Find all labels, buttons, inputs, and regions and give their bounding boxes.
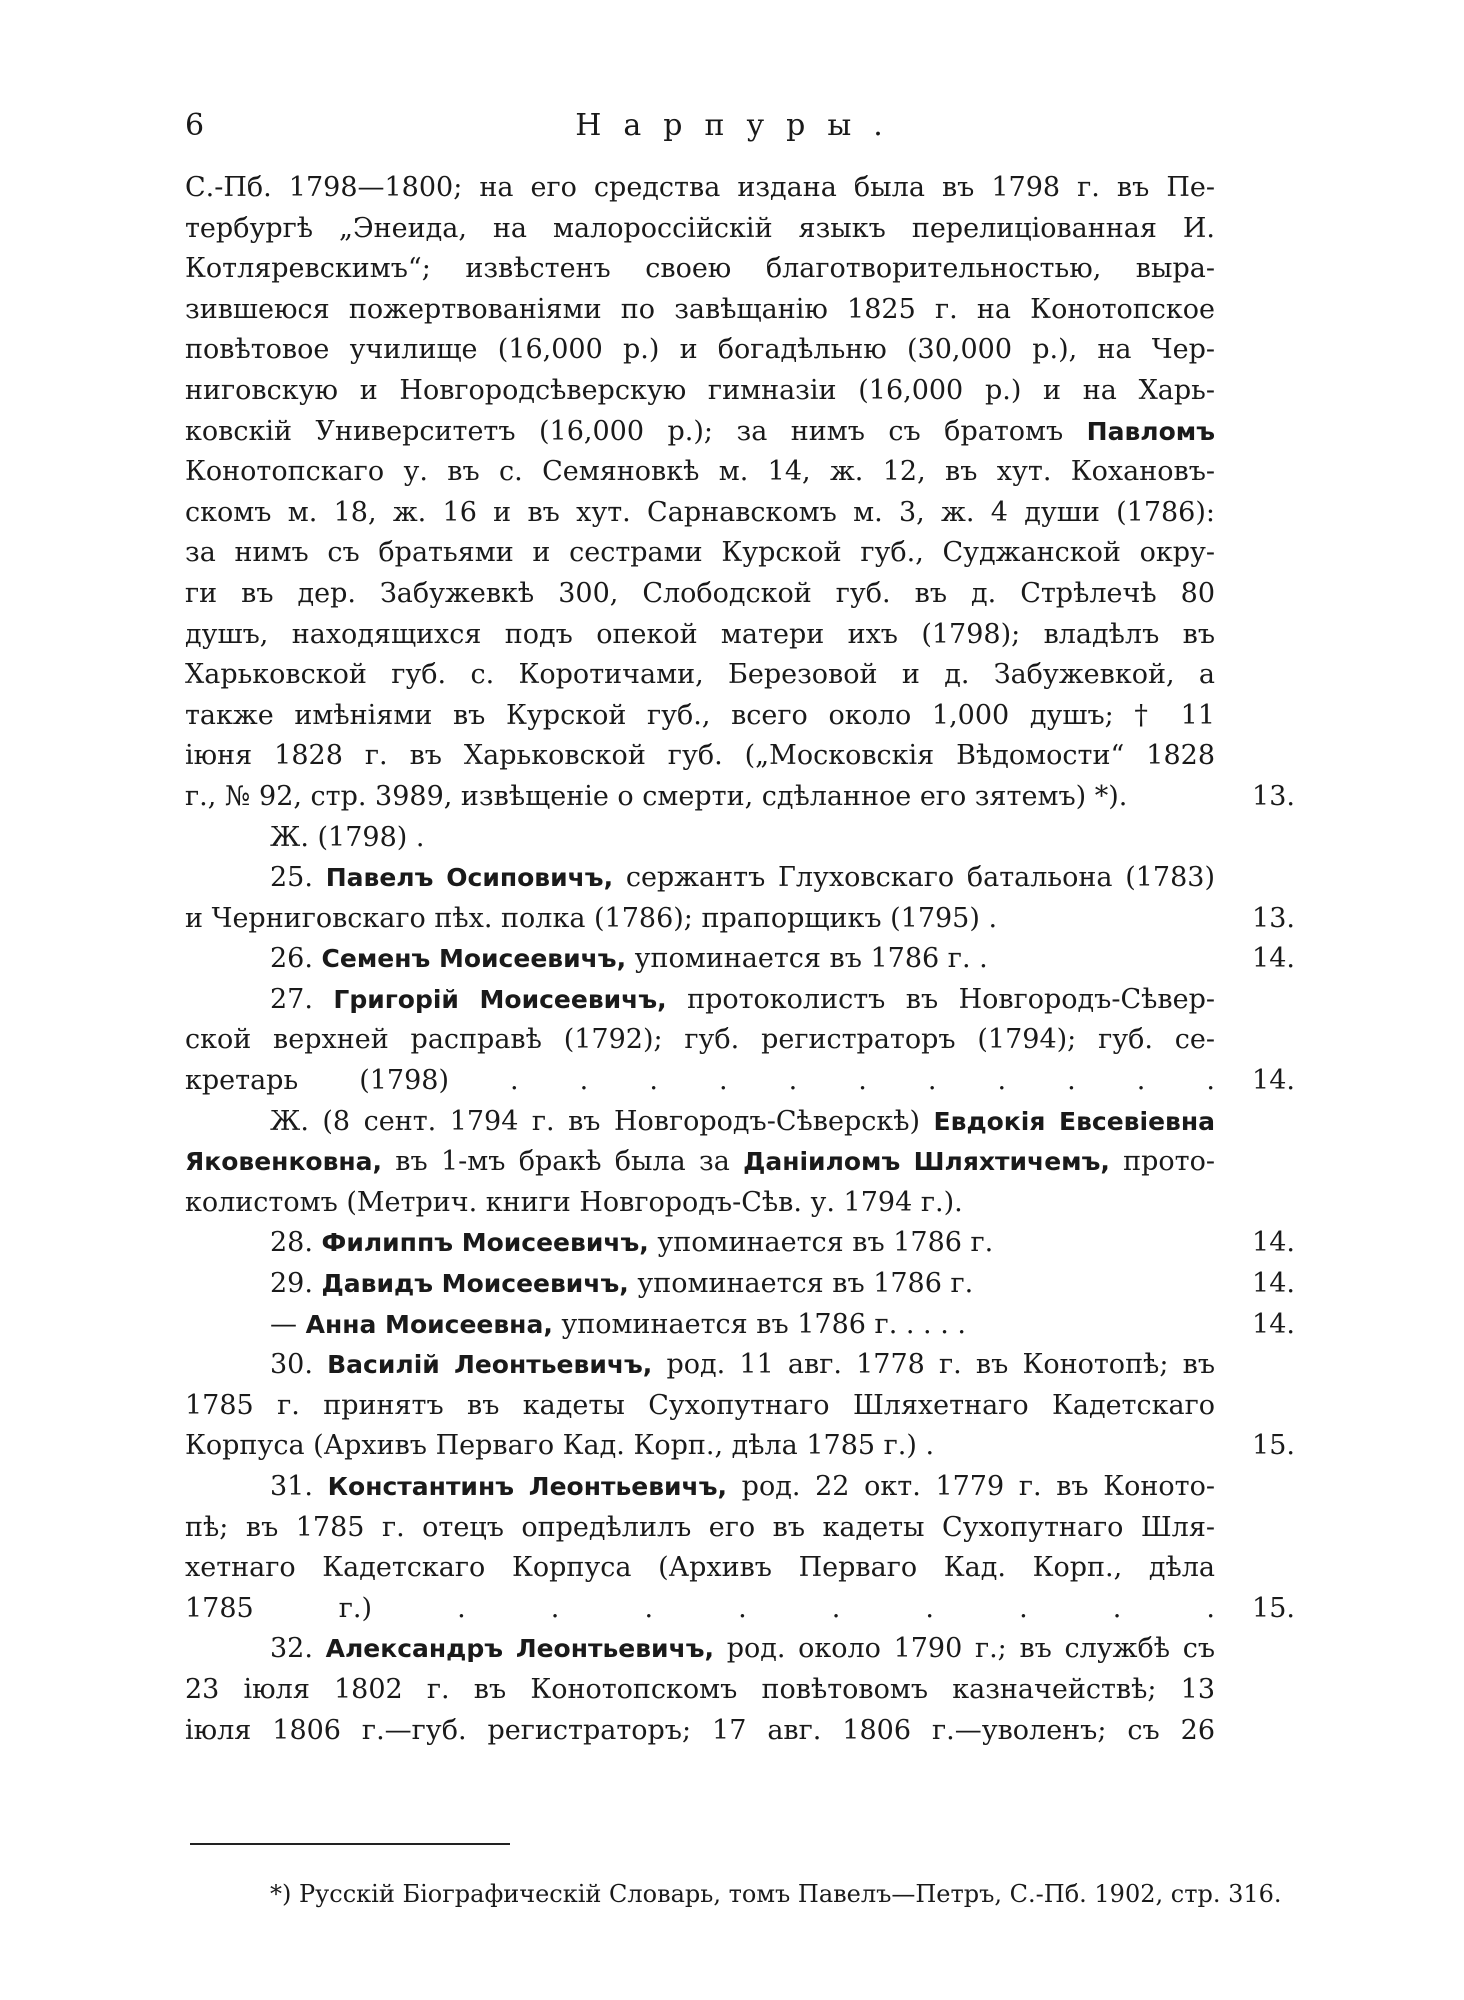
- bold-name: Яковенковна,: [185, 1147, 383, 1177]
- text-line: [185, 1629, 1295, 1670]
- text-line: [185, 330, 1295, 371]
- line-text: повѣтовое училище (16,000 р.) и богадѣльню (30,000 р.), на Чер-: [185, 334, 1215, 366]
- text-line: [185, 1061, 1295, 1102]
- bold-name: Василій Леонтьевичъ,: [327, 1350, 653, 1380]
- text-line: [185, 290, 1295, 331]
- text-line: [185, 899, 1295, 940]
- page-number: 6: [185, 108, 205, 143]
- line-text: Корпуса (Архивъ Перваго Кад. Корп., дѣла 1785 г.) .: [185, 1430, 935, 1462]
- line-text: 28. Филиппъ Моисеевичъ, упоминается въ 1786 г.: [270, 1227, 994, 1259]
- text-line: [185, 655, 1295, 696]
- text-line: [185, 168, 1295, 209]
- bold-name: Павломъ: [1086, 416, 1215, 446]
- text-line: [185, 1548, 1295, 1589]
- line-text: Ж. (8 сент. 1794 г. въ Новгородъ-Сѣверскѣ) Евдокія Евсевіевна: [270, 1105, 1215, 1137]
- text-line: [185, 696, 1295, 737]
- line-text: 25. Павелъ Осиповичъ, сержантъ Глуховскаго батальона (1783): [270, 862, 1215, 894]
- line-text: 1785 г. принятъ въ кадеты Сухопутнаго Шляхетнаго Кадетскаго: [185, 1389, 1215, 1421]
- text-line: [185, 1264, 1295, 1305]
- line-text: г., № 92, стр. 3989, извѣщеніе о смерти, сдѣланное его зятемъ) *).: [185, 780, 1128, 812]
- line-text: ги въ дер. Забужевкѣ 300, Слободской губ. въ д. Стрѣлечѣ 80: [185, 577, 1215, 609]
- bold-name: Семенъ Моисеевичъ,: [321, 944, 627, 974]
- text-line: [185, 1345, 1295, 1386]
- text-line: [185, 858, 1295, 899]
- text-line: [185, 1305, 1295, 1346]
- line-text: кретарь (1798) . . . . . . . . . . .: [185, 1065, 1215, 1097]
- line-text: зившеюся пожертвованіями по завѣщанію 1825 г. на Конотопское: [185, 293, 1215, 325]
- text-line: [185, 939, 1295, 980]
- text-line: [185, 249, 1295, 290]
- line-text: Конотопскаго у. въ с. Семяновкѣ м. 14, ж. 12, въ хут. Кохановъ-: [185, 456, 1215, 488]
- text-line: [185, 980, 1295, 1021]
- text-line: [185, 412, 1295, 453]
- line-text: 32. Александръ Леонтьевичъ, род. около 1790 г.; въ службѣ съ: [270, 1633, 1215, 1665]
- line-text: ковскій Университетъ (16,000 р.); за нимъ съ братомъ Павломъ: [185, 415, 1215, 447]
- page-reference: 13.: [1252, 902, 1295, 934]
- line-text: — Анна Моисеевна, упоминается въ 1786 г. . . . .: [270, 1308, 966, 1340]
- text-line: [185, 493, 1295, 534]
- page-reference: 14.: [1252, 1227, 1295, 1259]
- text-line: [185, 1426, 1295, 1467]
- text-line: [185, 1508, 1295, 1549]
- footnote: *) Русскій Біографическій Словарь, томъ Павелъ—Петръ, С.-Пб. 1902, стр. 316.: [270, 1880, 1282, 1908]
- bold-name: Филиппъ Моисеевичъ,: [321, 1228, 649, 1258]
- page-reference: 14.: [1252, 1268, 1295, 1300]
- page-reference: 15.: [1252, 1430, 1295, 1462]
- line-text: Ж. (1798) .: [270, 821, 425, 853]
- bold-name: Анна Моисеевна,: [305, 1309, 553, 1339]
- line-text: также имѣніями въ Курской губ., всего около 1,000 душъ; † 11: [185, 699, 1215, 731]
- text-line: [185, 371, 1295, 412]
- page-reference: 13.: [1252, 780, 1295, 812]
- text-line: [185, 452, 1295, 493]
- page-reference: 15.: [1252, 1592, 1295, 1624]
- line-text: колистомъ (Метрич. книги Новгородъ-Сѣв. у. 1794 г.).: [185, 1186, 963, 1218]
- line-text: Котляревскимъ“; извѣстенъ своею благотворительностью, выра-: [185, 253, 1215, 285]
- page-reference: 14.: [1252, 943, 1295, 975]
- text-line: [185, 209, 1295, 250]
- bold-name: Давидъ Моисеевичъ,: [321, 1269, 629, 1299]
- line-text: Харьковской губ. с. Коротичами, Березовой и д. Забужевкой, а: [185, 659, 1215, 691]
- line-text: 29. Давидъ Моисеевичъ, упоминается въ 1786 г.: [270, 1268, 974, 1300]
- document-body: [185, 168, 1295, 1751]
- text-line: [185, 533, 1295, 574]
- bold-name: Даніиломъ Шляхтичемъ,: [743, 1147, 1110, 1177]
- line-text: Яковенковна, въ 1-мъ бракѣ была за Даніиломъ Шляхтичемъ, прото-: [185, 1146, 1216, 1178]
- text-line: [185, 574, 1295, 615]
- line-text: ской верхней расправѣ (1792); губ. регистраторъ (1794); губ. се-: [185, 1024, 1215, 1056]
- running-title: Нарпуры.: [575, 108, 905, 143]
- line-text: ниговскую и Новгородсѣверскую гимназіи (16,000 р.) и на Харь-: [185, 374, 1215, 406]
- text-line: [185, 1223, 1295, 1264]
- text-line: [185, 1670, 1295, 1711]
- line-text: іюня 1828 г. въ Харьковской губ. („Московскія Вѣдомости“ 1828: [185, 740, 1215, 772]
- line-text: пѣ; въ 1785 г. отецъ опредѣлилъ его въ кадеты Сухопутнаго Шля-: [185, 1511, 1215, 1543]
- text-line: [185, 1183, 1295, 1224]
- text-line: [185, 1142, 1295, 1183]
- line-text: душъ, находящихся подъ опекой матери ихъ (1798); владѣлъ въ: [185, 618, 1215, 650]
- line-text: хетнаго Кадетскаго Корпуса (Архивъ Перваго Кад. Корп., дѣла: [185, 1552, 1215, 1584]
- text-line: [185, 1711, 1295, 1752]
- line-text: и Черниговскаго пѣх. полка (1786); прапорщикъ (1795) .: [185, 902, 998, 934]
- text-line: [185, 1020, 1295, 1061]
- bold-name: Константинъ Леонтьевичъ,: [327, 1472, 728, 1501]
- text-line: [185, 1386, 1295, 1427]
- line-text: скомъ м. 18, ж. 16 и въ хут. Сарнавскомъ м. 3, ж. 4 души (1786):: [185, 496, 1215, 528]
- text-line: [185, 1589, 1295, 1630]
- line-text: С.-Пб. 1798—1800; на его средства издана была въ 1798 г. въ Пе-: [185, 172, 1215, 203]
- bold-name: Григорій Моисеевичъ,: [333, 984, 667, 1014]
- bold-name: Евдокія Евсевіевна: [933, 1106, 1215, 1136]
- line-text: 30. Василій Леонтьевичъ, род. 11 авг. 1778 г. въ Конотопѣ; въ: [270, 1349, 1215, 1381]
- bold-name: Павелъ Осиповичъ,: [325, 863, 614, 893]
- text-line: [185, 777, 1295, 818]
- bold-name: Александръ Леонтьевичъ,: [325, 1634, 715, 1664]
- text-line: [185, 615, 1295, 656]
- footnote-rule: [190, 1843, 510, 1845]
- page-reference: 14.: [1252, 1065, 1295, 1097]
- line-text: 31. Константинъ Леонтьевичъ, род. 22 окт. 1779 г. въ Коното-: [270, 1471, 1215, 1502]
- line-text: 23 іюля 1802 г. въ Конотопскомъ повѣтовомъ казначействѣ; 13: [185, 1673, 1215, 1705]
- page-reference: 14.: [1252, 1308, 1295, 1340]
- line-text: за нимъ съ братьями и сестрами Курской губ., Суджанской окру-: [185, 537, 1215, 569]
- text-line: [185, 736, 1295, 777]
- line-text: тербургѣ „Энеида, на малороссійскій языкъ перелицiованная И.: [185, 212, 1215, 244]
- line-text: іюля 1806 г.—губ. регистраторъ; 17 авг. 1806 г.—уволенъ; съ 26: [185, 1714, 1215, 1746]
- text-line: [185, 1102, 1295, 1143]
- text-line: [185, 1467, 1295, 1508]
- line-text: 27. Григорій Моисеевичъ, протоколистъ въ Новгородъ-Сѣвер-: [270, 983, 1215, 1015]
- line-text: 26. Семенъ Моисеевичъ, упоминается въ 1786 г. .: [270, 943, 988, 975]
- text-line: [185, 818, 1295, 859]
- page-header: [185, 108, 1295, 152]
- line-text: 1785 г.) . . . . . . . . .: [185, 1592, 1215, 1624]
